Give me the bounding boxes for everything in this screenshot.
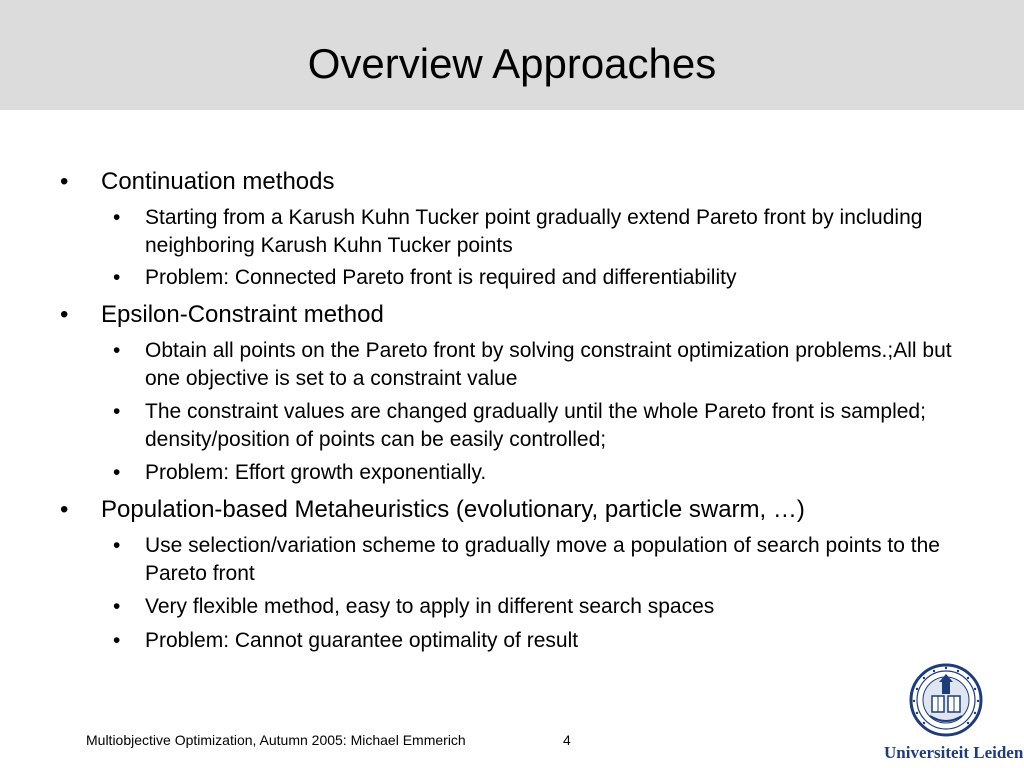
sub-bullet-text: Obtain all points on the Pareto front by solving constraint optimization problems.;All but one objective is set to a constraint value (145, 339, 952, 390)
bullet-marker: • (113, 461, 121, 484)
sub-bullet-text: Use selection/variation scheme to gradually move a population of search points to the Pareto front (145, 534, 940, 585)
bullet-text: Continuation methods (101, 168, 335, 195)
footer-text: Multiobjective Optimization, Autumn 2005: Michael Emmerich (86, 732, 466, 748)
bullet-marker: • (113, 266, 121, 289)
sub-bullet-text: Problem: Connected Pareto front is required and differentiability (145, 266, 737, 289)
bullet-marker: • (113, 629, 121, 652)
bullet-marker: • (113, 534, 121, 557)
bullet-marker: • (113, 206, 121, 229)
sub-bullet-text: Problem: Cannot guarantee optimality of result (145, 629, 579, 652)
sub-bullet-text: Problem: Effort growth exponentially. (145, 461, 487, 484)
page-number: 4 (563, 732, 571, 748)
bullet-marker: • (113, 595, 121, 618)
bullet-marker: • (113, 400, 121, 423)
bullet-marker: • (60, 496, 69, 523)
bullet-marker: • (60, 168, 69, 195)
sub-bullet-text: Very flexible method, easy to apply in different search spaces (145, 595, 715, 618)
sub-bullet-text: Starting from a Karush Kuhn Tucker point gradually extend Pareto front by including neighboring Karush Kuhn Tucker points (145, 206, 923, 257)
bullet-text: Population-based Metaheuristics (evolutionary, particle swarm, …) (101, 496, 805, 523)
sub-bullet-text: The constraint values are changed gradually until the whole Pareto front is sampled; density/position of points can be easily controlled; (145, 400, 926, 451)
university-seal-icon (908, 660, 984, 746)
bullet-marker: • (60, 301, 69, 328)
bullet-marker: • (113, 339, 121, 362)
slide-title: Overview Approaches (307, 40, 717, 87)
bullet-text: Epsilon-Constraint method (101, 301, 384, 328)
university-name: Universiteit Leiden (884, 743, 1024, 762)
